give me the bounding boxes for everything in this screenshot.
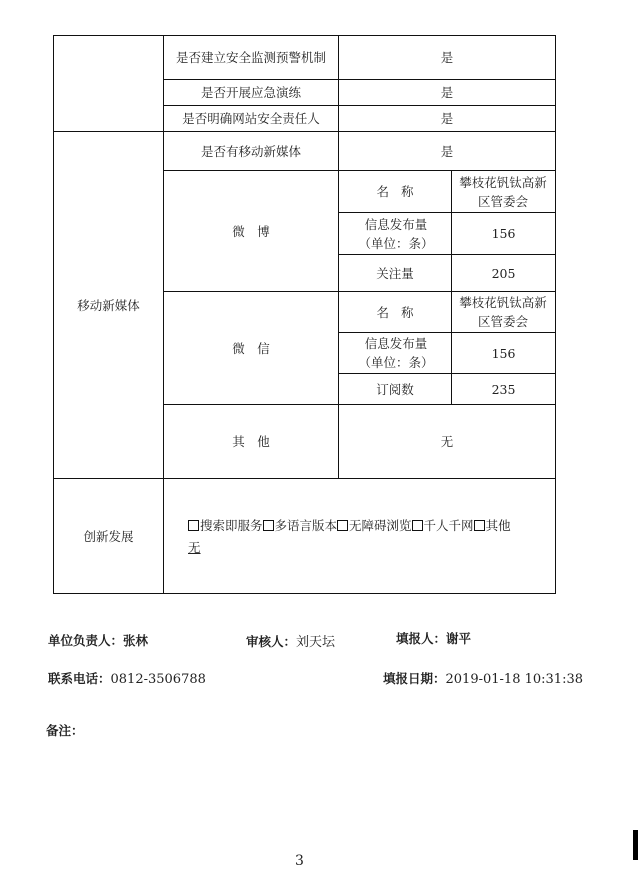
checkbox-accessible[interactable]: 无障碍浏览 [337, 518, 412, 533]
footer-date: 填报日期：2019-01-18 10:31:38 [383, 671, 583, 687]
label-weibo: 微 博 [232, 223, 270, 239]
label-wechat-sub: 订阅数 [376, 381, 414, 397]
footer-remark: 备注： [46, 723, 84, 738]
value-emergency-drill: 是 [440, 85, 454, 100]
checkbox-personalized[interactable]: 千人千网 [412, 518, 474, 533]
page-number: 3 [295, 853, 304, 869]
label-wechat-posts: 信息发布量（单位：条） [358, 336, 434, 370]
checkbox-other[interactable]: 其他 [474, 518, 511, 533]
value-weibo-name: 攀枝花钒钛高新区管委会 [459, 174, 547, 209]
footer-head: 单位负责人：张林 [48, 633, 149, 648]
scan-edge [633, 830, 638, 860]
value-has-mobile-media: 是 [440, 143, 454, 159]
label-has-mobile-media: 是否有移动新媒体 [200, 143, 301, 159]
label-wechat: 微 信 [232, 340, 270, 356]
value-wechat-posts: 156 [491, 345, 516, 361]
footer-filler: 填报人：谢平 [396, 631, 472, 646]
value-security-monitoring: 是 [440, 50, 454, 65]
label-other-media: 其 他 [232, 434, 270, 449]
value-wechat-sub: 235 [491, 381, 516, 397]
section-innovation: 创新发展 [83, 528, 134, 544]
innovation-options [188, 515, 550, 559]
value-weibo-posts: 156 [491, 226, 516, 241]
value-wechat-name: 攀枝花钒钛高新区管委会 [459, 295, 547, 329]
checkbox-multilang[interactable]: 多语言版本 [263, 518, 338, 533]
value-other-media: 无 [440, 434, 454, 449]
label-emergency-drill: 是否开展应急演练 [200, 85, 301, 100]
checkbox-search[interactable]: 搜索即服务 [188, 518, 263, 533]
label-weibo-name: 名称 [376, 184, 426, 199]
innovation-other-value: 无 [188, 540, 201, 555]
section-mobile-media: 移动新媒体 [77, 297, 140, 313]
label-weibo-posts: 信息发布量（单位：条） [358, 216, 434, 251]
label-security-responsible: 是否明确网站安全责任人 [182, 111, 320, 126]
footer-phone: 联系电话：0812-3506788 [48, 671, 206, 687]
value-weibo-follow: 205 [491, 265, 516, 281]
label-weibo-follow: 关注量 [376, 265, 414, 281]
value-security-responsible: 是 [440, 111, 454, 126]
label-security-monitoring: 是否建立安全监测预警机制 [175, 50, 326, 65]
label-wechat-name: 名称 [376, 304, 426, 320]
footer-reviewer: 审核人：刘天坛 [246, 634, 336, 650]
